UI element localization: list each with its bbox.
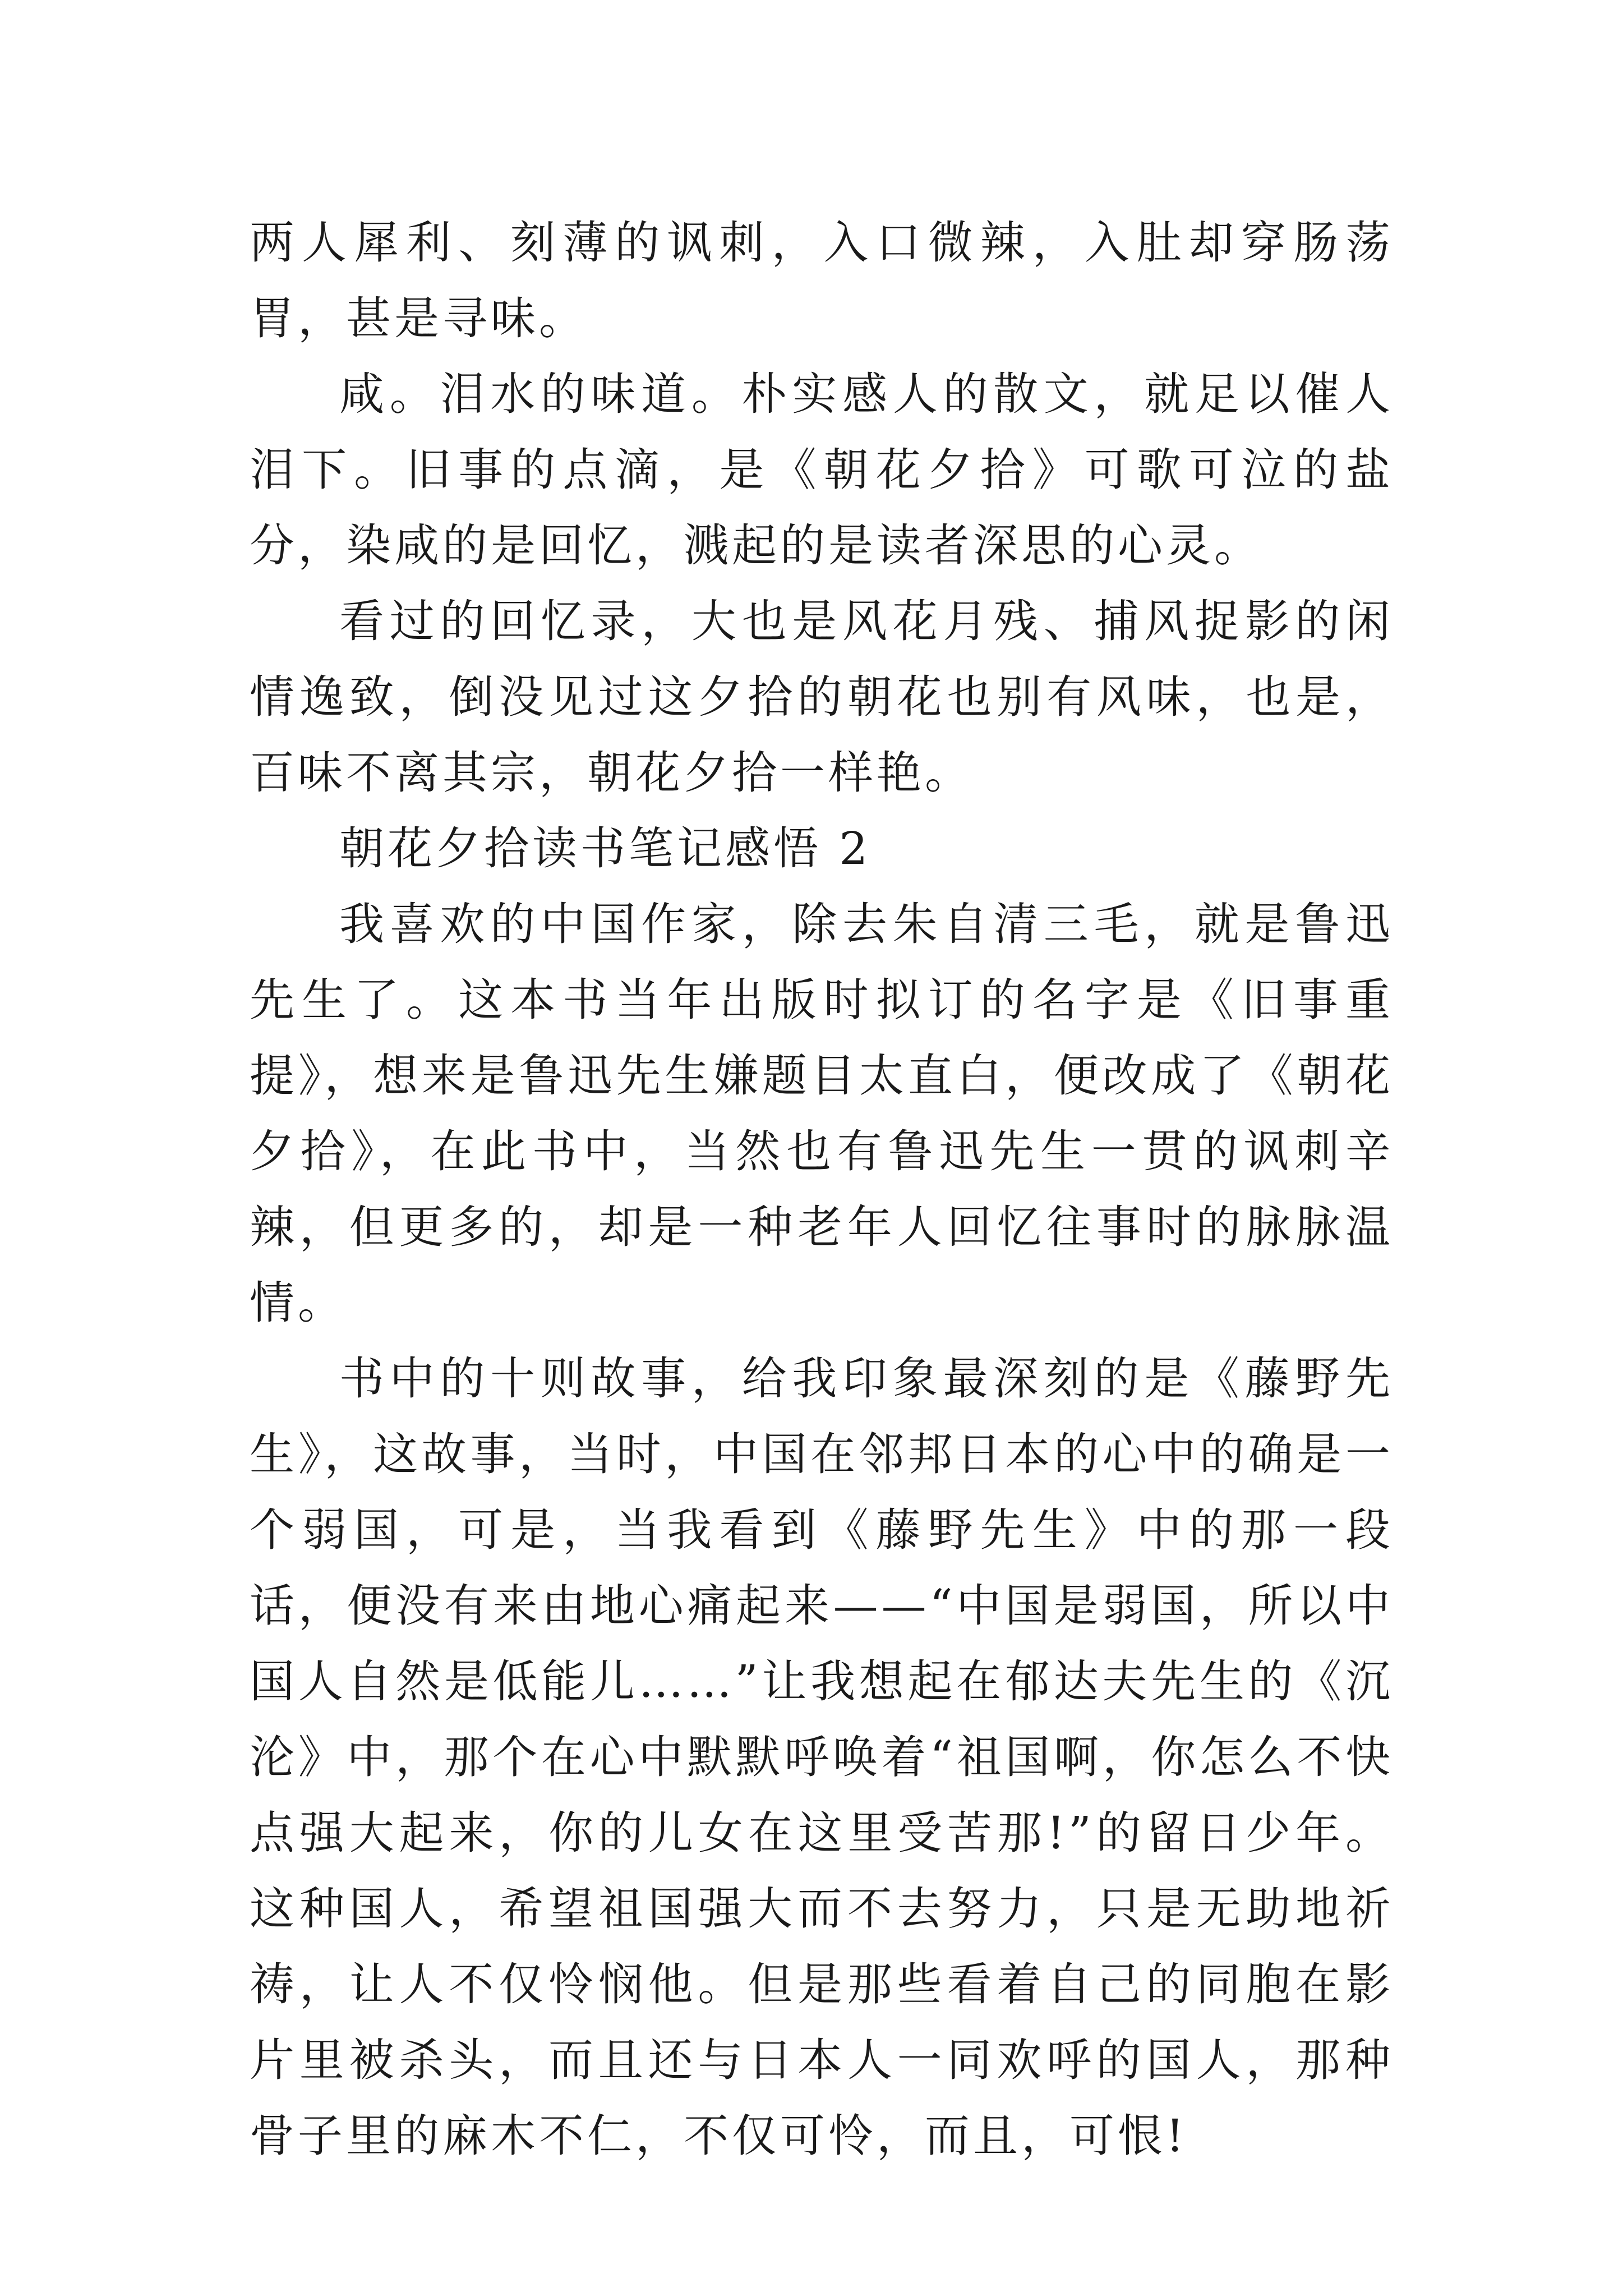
paragraph-favorite-author: 我喜欢的中国作家，除去朱自清三毛，就是鲁迅先生了。这本书当年出版时拟订的名字是《旧事重提》，想来是鲁迅先生嫌题目太直白，便改成了《朝花夕拾》，在此书中，当然也有鲁迅先生一贯的讽刺辛辣，但更多的，却是一种老年人回忆往事时的脉脉温情。 (250, 898, 1394, 1329)
section-heading: 朝花夕拾读书笔记感悟 2 (339, 822, 872, 875)
paragraph-salty: 咸。泪水的味道。朴实感人的散文，就足以催人泪下。旧事的点滴，是《朝花夕拾》可歌可泣的盐分，染咸的是回忆，溅起的是读者深思的心灵。 (250, 368, 1394, 572)
paragraph-memoirs: 看过的回忆录，大也是风花月残、捕风捉影的闲情逸致，倒没见过这夕拾的朝花也别有风味，也是，百味不离其宗，朝花夕拾一样艳。 (250, 595, 1394, 799)
paragraph-fujino: 书中的十则故事，给我印象最深刻的是《藤野先生》，这故事，当时，中国在邻邦日本的心中的确是一个弱国，可是，当我看到《藤野先生》中的那一段话，便没有来由地心痛起来——“中国是弱国，所以中国人自然是低能儿……”让我想起在郁达夫先生的《沉沦》中，那个在心中默默呼唤着“祖国啊，你怎么不快点强大起来，你的儿女在这里受苦那!”的留日少年。这种国人，希望祖国强大而不去努力，只是无助地祈祷，让人不仅怜悯他。但是那些看着自己的同胞在影片里被杀头，而且还与日本人一同欢呼的国人，那种骨子里的麻木不仁，不仅可怜，而且，可恨! (250, 1352, 1394, 2162)
paragraph-continued: 两人犀利、刻薄的讽刺，入口微辣，入肚却穿肠荡胃，甚是寻味。 (250, 217, 1394, 344)
document-body (250, 205, 1394, 2174)
